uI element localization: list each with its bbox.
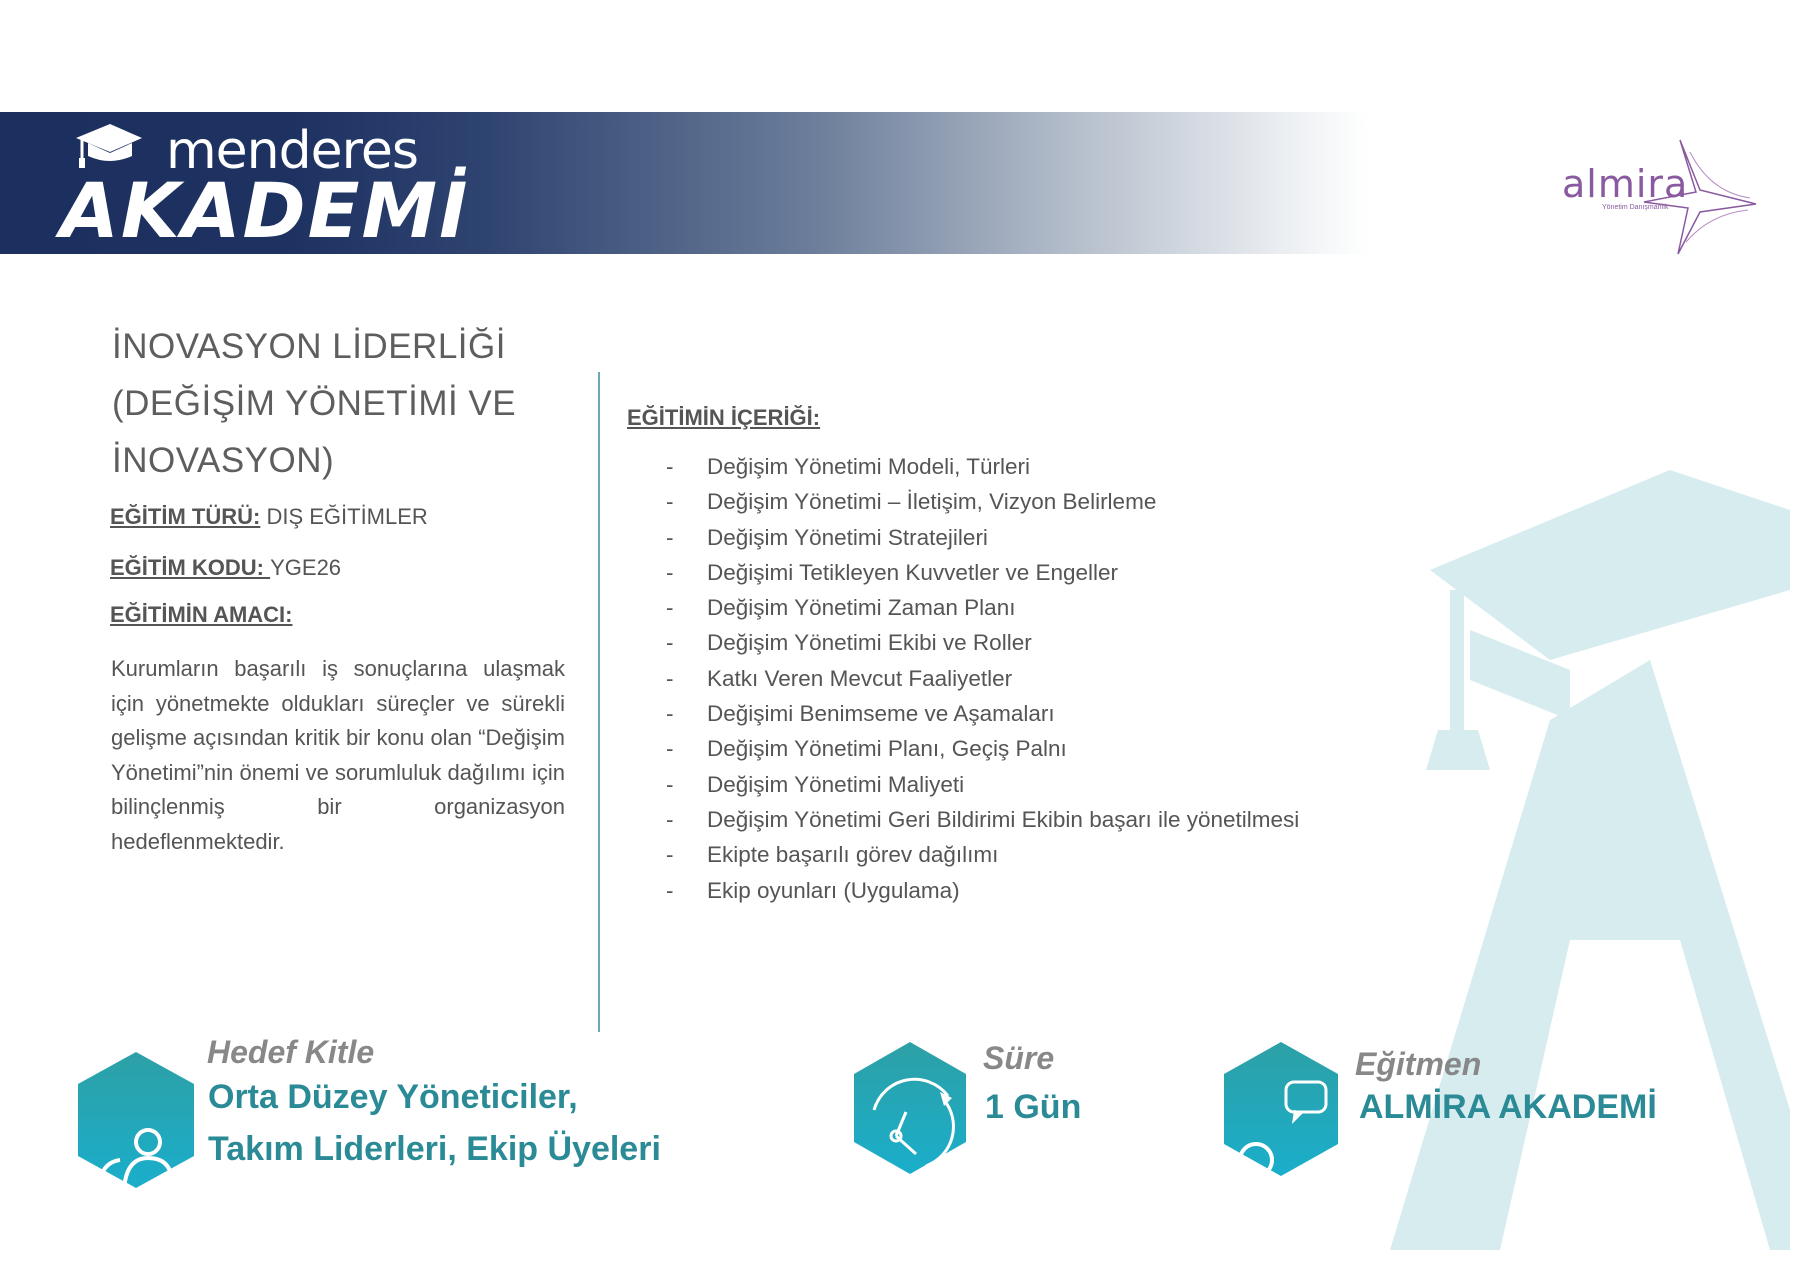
list-item-text: Katkı Veren Mevcut Faaliyetler (707, 665, 1013, 691)
list-item-text: Değişim Yönetimi Zaman Planı (707, 595, 1016, 621)
bullet-dash: - (666, 877, 674, 903)
almira-wordmark: almira (1562, 162, 1689, 206)
list-item-text: Ekip oyunları (Uygulama) (707, 877, 960, 903)
bullet-dash: - (666, 665, 674, 691)
column-divider (598, 372, 600, 1032)
bullet-dash: - (666, 489, 674, 515)
bullet-dash: - (666, 630, 674, 656)
bullet-dash: - (666, 701, 674, 727)
brand-bottom-text: AKADEMİ (60, 166, 470, 255)
duration-value: 1 Gün (985, 1088, 1082, 1126)
brand-top-text: menderes (166, 121, 418, 181)
list-item-text: Değişim Yönetimi – İletişim, Vizyon Belirleme (707, 489, 1157, 515)
list-item-text: Değişimi Tetikleyen Kuvvetler ve Engeller (707, 559, 1119, 585)
content-heading: EĞİTİMİN İÇERİĞİ: (627, 405, 821, 430)
speech-bubble-icon (1222, 1040, 1340, 1178)
list-item (660, 525, 1299, 560)
list-item (660, 736, 1299, 771)
trainer-label: Eğitmen (1355, 1046, 1482, 1082)
bullet-dash: - (666, 806, 674, 832)
course-title-line: (DEĞİŞİM YÖNETİMİ VE (112, 384, 517, 423)
course-title-line: İNOVASYON) (112, 441, 335, 480)
bullet-dash: - (666, 771, 674, 797)
audience-line1: Orta Düzey Yöneticiler, (208, 1078, 578, 1116)
akademi-watermark-icon (1350, 470, 1790, 1250)
list-item (660, 772, 1299, 807)
duration-label: Süre (983, 1040, 1055, 1076)
course-code-value: YGE26 (270, 555, 342, 580)
almira-tagline: Yönetim Danışmanlık (1602, 204, 1669, 211)
list-item (660, 842, 1299, 877)
list-item (660, 701, 1299, 736)
course-purpose-label: EĞİTİMİN AMACI: (110, 602, 293, 627)
list-item (660, 807, 1299, 842)
audience-label: Hedef Kitle (207, 1034, 375, 1070)
list-item-text: Değişim Yönetimi Planı, Geçiş Palnı (707, 736, 1067, 762)
course-purpose-text: Kurumların başarılı iş sonuçlarına ulaşmak için yönetmekte oldukları süreçler ve sürekli gelişme açısından kritik bir konu olan “Değişim Yönetimi”nin önemi ve sorumluluk dağılımı için bilinçlenmiş bir organizasyon hedeflenmektedir. (111, 656, 565, 854)
list-item (660, 595, 1299, 630)
list-item-text: Değişim Yönetimi Modeli, Türleri (707, 454, 1031, 479)
menderes-akademi-logo (58, 116, 470, 255)
bullet-dash: - (666, 595, 674, 621)
course-code (110, 555, 341, 581)
bullet-dash: - (666, 559, 674, 585)
bullet-dash: - (666, 736, 674, 762)
list-item (660, 560, 1299, 595)
course-type-label: EĞİTİM TÜRÜ: (110, 504, 261, 529)
list-item-text: Değişim Yönetimi Geri Bildirimi Ekibin başarı ile yönetilmesi (707, 806, 1300, 832)
list-item-text: Değişimi Benimseme ve Aşamaları (707, 701, 1055, 727)
list-item (660, 666, 1299, 701)
list-item-text: Ekipte başarılı görev dağılımı (707, 842, 999, 868)
list-item (660, 630, 1299, 665)
bullet-dash: - (666, 842, 674, 868)
list-item-text: Değişim Yönetimi Stratejileri (707, 524, 988, 550)
almira-logo (1560, 132, 1760, 260)
course-title-line: İNOVASYON LİDERLİĞİ (112, 327, 506, 366)
course-purpose-heading (110, 602, 293, 628)
course-title (112, 318, 572, 489)
users-icon (76, 1050, 196, 1190)
course-code-label: EĞİTİM KODU: (110, 555, 271, 580)
list-item (660, 454, 1299, 489)
clock-icon (852, 1040, 968, 1176)
content-list (660, 454, 1299, 913)
trainer-value: ALMİRA AKADEMİ (1359, 1088, 1657, 1126)
list-item-text: Değişim Yönetimi Maliyeti (707, 771, 965, 797)
bullet-dash: - (666, 454, 674, 479)
audience-line2: Takım Liderleri, Ekip Üyeleri (208, 1130, 661, 1168)
bullet-dash: - (666, 524, 674, 550)
list-item-text: Değişim Yönetimi Ekibi ve Roller (707, 630, 1032, 656)
list-item (660, 878, 1299, 913)
course-type-value: DIŞ EĞİTİMLER (260, 504, 428, 529)
list-item (660, 489, 1299, 524)
course-type (110, 504, 428, 530)
